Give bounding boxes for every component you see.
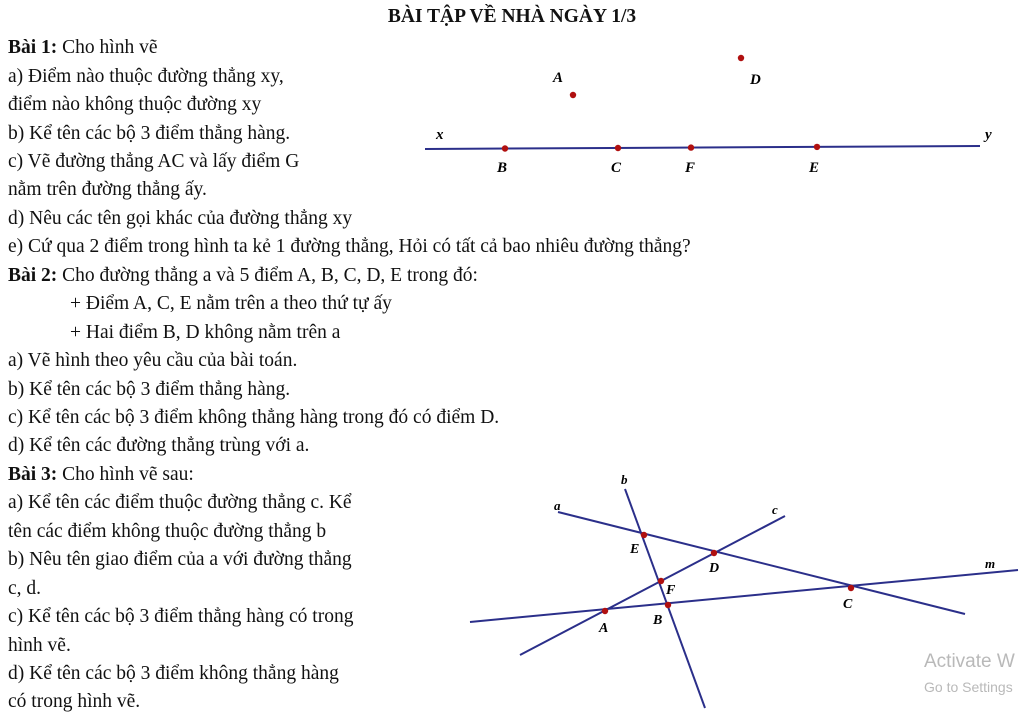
label-E: E [809, 160, 820, 176]
bai2-line-3: a) Vẽ hình theo yêu cầu của bài toán. [8, 350, 298, 371]
bai3-intro: Cho hình vẽ sau: [57, 464, 194, 485]
bai3-line-8: có trong hình vẽ. [8, 691, 141, 712]
line-c [520, 516, 785, 655]
bai2-label: Bài 2: [8, 265, 58, 286]
bai2-line-6: d) Kể tên các đường thẳng trùng với a. [8, 435, 310, 456]
label-E: E [630, 542, 640, 557]
bai3-line-3: b) Nêu tên giao điểm của a với đường thẳng [8, 549, 352, 570]
point-A [602, 608, 608, 614]
bai3-line-1: a) Kể tên các điểm thuộc đường thẳng c. Kể [8, 492, 352, 513]
bai2-line-1: + Điểm A, C, E nằm trên a theo thứ tự ấy [70, 293, 392, 314]
label-F: F [666, 583, 676, 598]
label-m: m [985, 556, 996, 571]
bai1-line-7: e) Cứ qua 2 điểm trong hình ta kẻ 1 đường thẳng, Hỏi có tất cả bao nhiêu đường thẳng? [8, 236, 691, 257]
watermark-line-1: Activate W [924, 651, 1015, 672]
bai3-line-7: d) Kể tên các bộ 3 điểm không thẳng hàng [8, 663, 339, 684]
bai2-line-4: b) Kể tên các bộ 3 điểm thẳng hàng. [8, 379, 291, 400]
bai2-intro: Cho đường thẳng a và 5 điểm A, B, C, D, E trong đó: [57, 265, 478, 286]
bai1-line-6: d) Nêu các tên gọi khác của đường thẳng xy [8, 208, 353, 229]
bai3-line-4: c, d. [8, 578, 42, 599]
label-a: a [554, 498, 561, 513]
label-B: B [497, 160, 508, 176]
bai3-line-6: hình vẽ. [8, 635, 71, 656]
label-D: D [750, 72, 761, 88]
bai2-line-2: + Hai điểm B, D không nằm trên a [70, 322, 341, 343]
bai2-line-5: c) Kể tên các bộ 3 điểm không thẳng hàng trong đó có điểm D. [8, 407, 500, 428]
bai1-line-4: c) Vẽ đường thẳng AC và lấy điểm G [8, 151, 300, 172]
point-C [848, 585, 854, 591]
bai1-line-1: a) Điểm nào thuộc đường thẳng xy, [8, 66, 284, 87]
line-m [470, 570, 1018, 622]
label-b: b [621, 472, 628, 487]
line-b [625, 489, 705, 708]
label-C: C [611, 160, 622, 176]
label-C: C [843, 597, 853, 612]
bai1-label: Bài 1: [8, 37, 58, 58]
label-D: D [709, 561, 720, 576]
bai1-line-2: điểm nào không thuộc đường xy [8, 94, 262, 115]
bai3-label: Bài 3: [8, 464, 58, 485]
point-B [665, 602, 671, 608]
point-D [711, 550, 717, 556]
label-B: B [653, 613, 663, 628]
label-A: A [599, 621, 609, 636]
label-x: x [436, 127, 444, 143]
page-title: BÀI TẬP VỀ NHÀ NGÀY 1/3 [387, 6, 637, 27]
label-F: F [685, 160, 696, 176]
label-A: A [553, 70, 564, 86]
point-F [658, 578, 664, 584]
bai3-line-2: tên các điểm không thuộc đường thẳng b [8, 521, 327, 542]
bai1-intro: Cho hình vẽ [57, 37, 158, 58]
label-c: c [772, 502, 778, 517]
watermark-line-2: Go to Settings [924, 679, 1013, 695]
bai1-line-3: b) Kể tên các bộ 3 điểm thẳng hàng. [8, 123, 291, 144]
point-E [641, 532, 647, 538]
label-y: y [985, 127, 992, 143]
bai3-line-5: c) Kể tên các bộ 3 điểm thẳng hàng có trong [8, 606, 354, 627]
bai1-line-5: nằm trên đường thẳng ấy. [8, 179, 207, 200]
